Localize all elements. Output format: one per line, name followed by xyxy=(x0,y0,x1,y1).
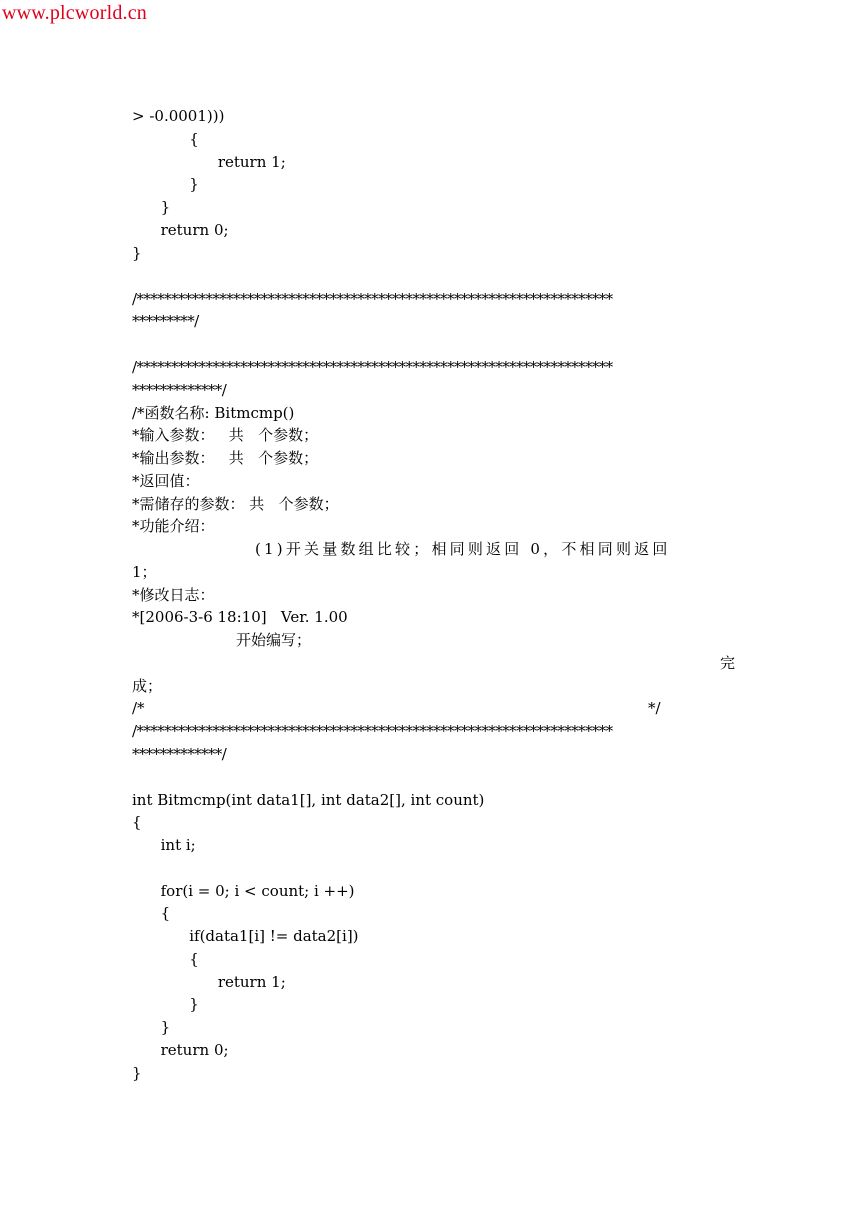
code-line: } xyxy=(132,995,199,1013)
code-line: return 0; xyxy=(132,1041,229,1059)
log-note: 成； xyxy=(132,677,163,695)
log-entry: *[2006-3-6 18:10] Ver. 1.00 xyxy=(132,608,348,626)
code-line: int i; xyxy=(132,836,196,854)
function-intro-detail: (1)开关量数组比较；相同则返回 0，不相同则返回 xyxy=(255,540,671,558)
return-value: *返回值： xyxy=(132,472,200,490)
code-line: } xyxy=(132,198,171,216)
code-line: } xyxy=(132,175,199,193)
code-line: if(data1[i] != data2[i]) xyxy=(132,927,359,945)
code-line: } xyxy=(132,1018,171,1036)
code-line: > -0.0001))) xyxy=(132,107,225,125)
comment-divider: *********/ xyxy=(132,312,199,330)
code-line: for(i = 0; i < count; i ++) xyxy=(132,882,355,900)
stored-params: *需储存的参数： 共 个参数； xyxy=(132,495,339,513)
comment-open: /* xyxy=(132,699,145,717)
code-line: } xyxy=(132,244,142,262)
log-note: 完 xyxy=(720,654,736,672)
comment-footer: /********************************************************************* xyxy=(132,722,613,740)
function-name: /*函数名称: Bitmcmp() xyxy=(132,404,295,422)
code-line: return 0; xyxy=(132,221,229,239)
comment-divider: /********************************************************************* xyxy=(132,290,613,308)
comment-footer: *************/ xyxy=(132,745,227,763)
code-line: { xyxy=(132,813,142,831)
comment-header: *************/ xyxy=(132,381,227,399)
code-line: { xyxy=(132,130,199,148)
comment-close: */ xyxy=(648,699,661,717)
code-line: return 1; xyxy=(132,973,286,991)
log-note: 开始编写； xyxy=(236,631,312,649)
code-line: { xyxy=(132,950,199,968)
input-params: *输入参数： 共 个参数； xyxy=(132,426,319,444)
site-watermark: www.plcworld.cn xyxy=(2,2,148,24)
comment-header: /********************************************************************* xyxy=(132,358,613,376)
function-intro: *功能介绍： xyxy=(132,517,215,535)
change-log: *修改日志： xyxy=(132,586,215,604)
code-line: } xyxy=(132,1064,142,1082)
function-intro-detail: 1； xyxy=(132,563,157,581)
code-line: { xyxy=(132,904,171,922)
code-line: return 1; xyxy=(132,153,286,171)
code-line: int Bitmcmp(int data1[], int data2[], int count) xyxy=(132,791,485,809)
output-params: *输出参数： 共 个参数； xyxy=(132,449,319,467)
